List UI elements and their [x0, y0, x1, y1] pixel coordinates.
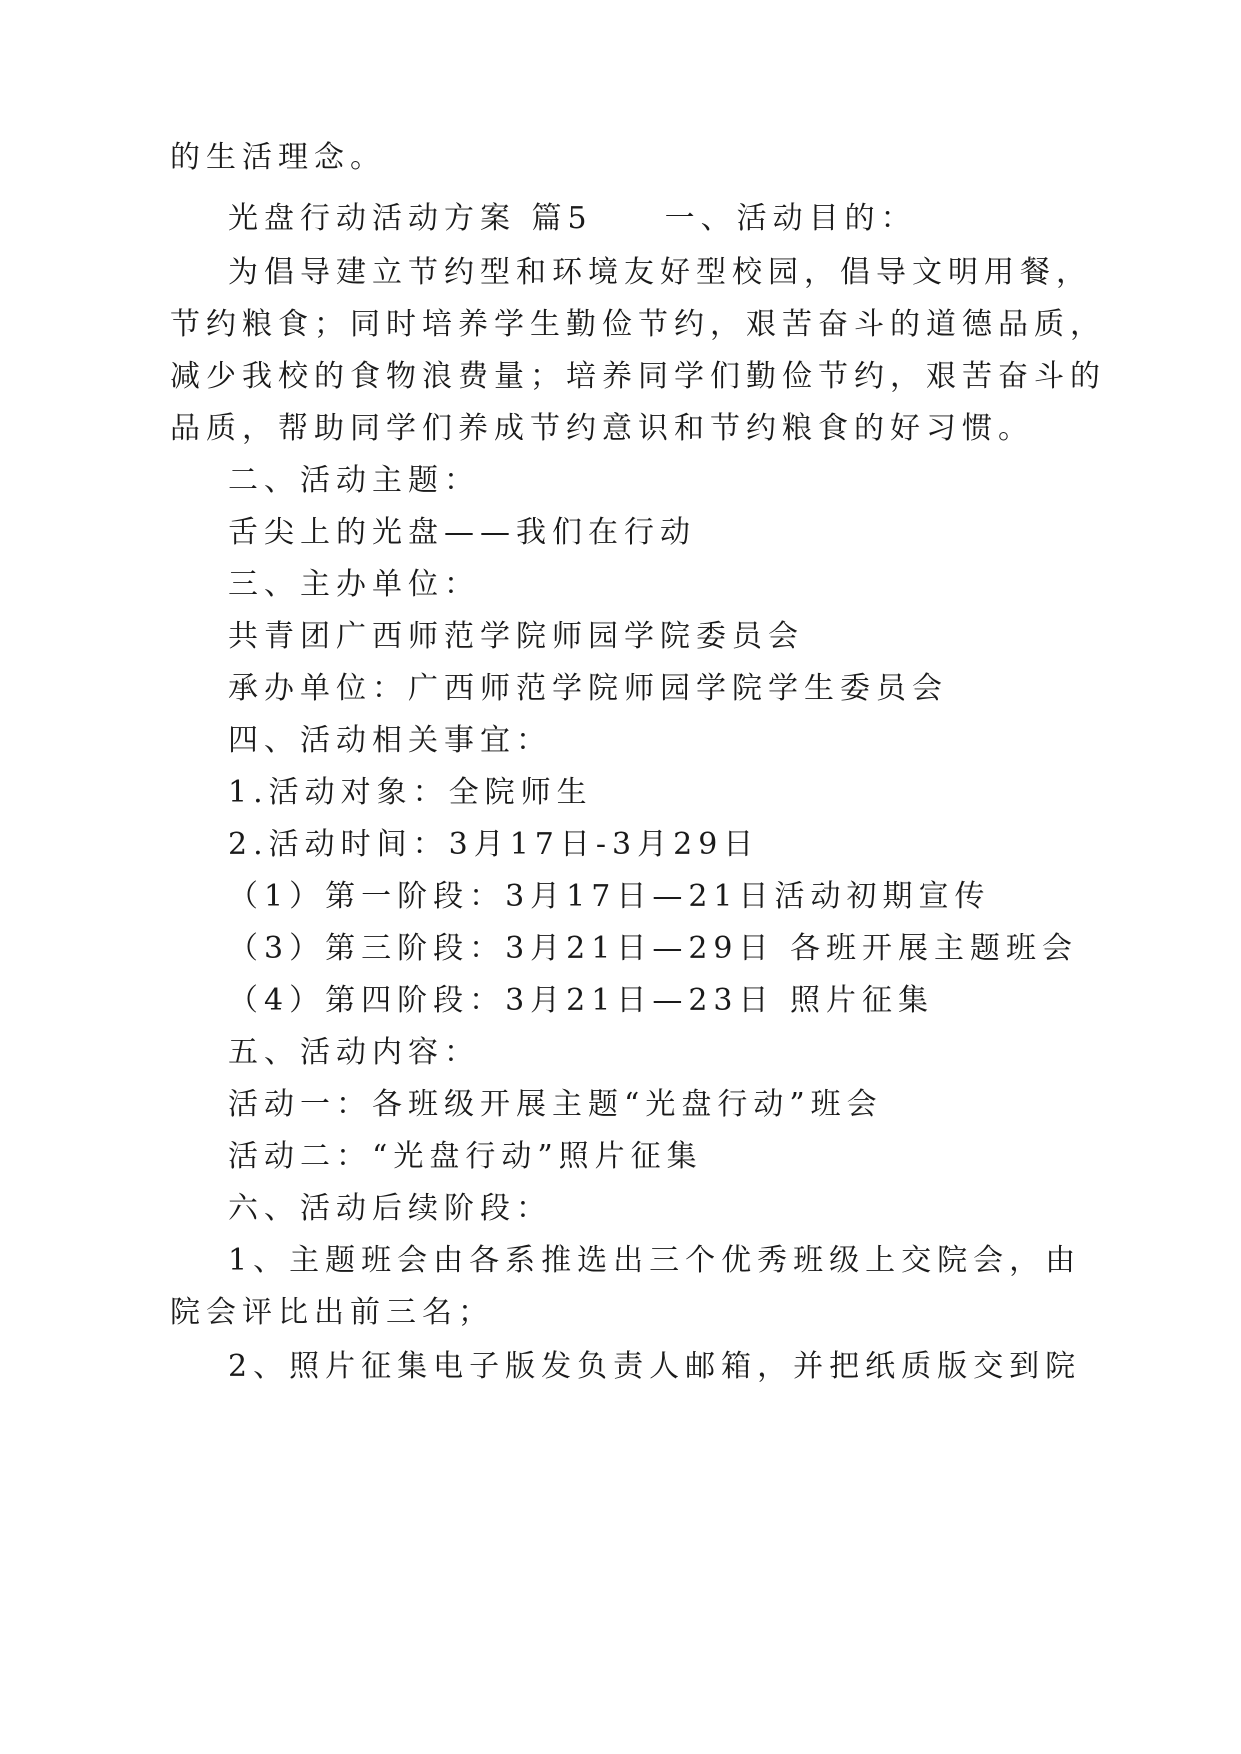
section-heading: 三、主办单位：	[228, 567, 480, 602]
text-line: 为倡导建立节约型和环境友好型校园，倡导文明用餐，	[228, 255, 1092, 290]
list-item: （4）第四阶段：3月21日—23日 照片征集	[228, 983, 935, 1018]
list-item: 2.活动时间：3月17日-3月29日	[228, 827, 760, 862]
section-heading: 光盘行动活动方案 篇5 一、活动目的：	[228, 201, 917, 236]
section-heading: 五、活动内容：	[228, 1035, 480, 1070]
text-line: 承办单位：广西师范学院师园学院学生委员会	[228, 671, 948, 706]
text-line: 院会评比出前三名；	[170, 1295, 494, 1330]
text-line: 品质，帮助同学们养成节约意识和节约粮食的好习惯。	[170, 411, 1034, 446]
text-line: 舌尖上的光盘——我们在行动	[228, 515, 696, 550]
section-heading: 六、活动后续阶段：	[228, 1191, 552, 1226]
list-item: 1、主题班会由各系推选出三个优秀班级上交院会，由	[228, 1243, 1082, 1278]
list-item: 活动二：“光盘行动”照片征集	[228, 1139, 703, 1174]
list-item: 1.活动对象：全院师生	[228, 775, 593, 810]
list-item: （3）第三阶段：3月21日—29日 各班开展主题班会	[228, 931, 1079, 966]
list-item: 活动一：各班级开展主题“光盘行动”班会	[228, 1087, 883, 1122]
list-item: （1）第一阶段：3月17日—21日活动初期宣传	[228, 879, 991, 914]
text-line: 减少我校的食物浪费量；培养同学们勤俭节约，艰苦奋斗的	[170, 359, 1106, 394]
text-line: 共青团广西师范学院师园学院委员会	[228, 619, 804, 654]
section-heading: 二、活动主题：	[228, 463, 480, 498]
section-heading: 四、活动相关事宜：	[228, 723, 552, 758]
text-line: 的生活理念。	[170, 140, 386, 175]
text-line: 节约粮食；同时培养学生勤俭节约，艰苦奋斗的道德品质，	[170, 307, 1106, 342]
list-item: 2、照片征集电子版发负责人邮箱，并把纸质版交到院	[228, 1349, 1082, 1384]
